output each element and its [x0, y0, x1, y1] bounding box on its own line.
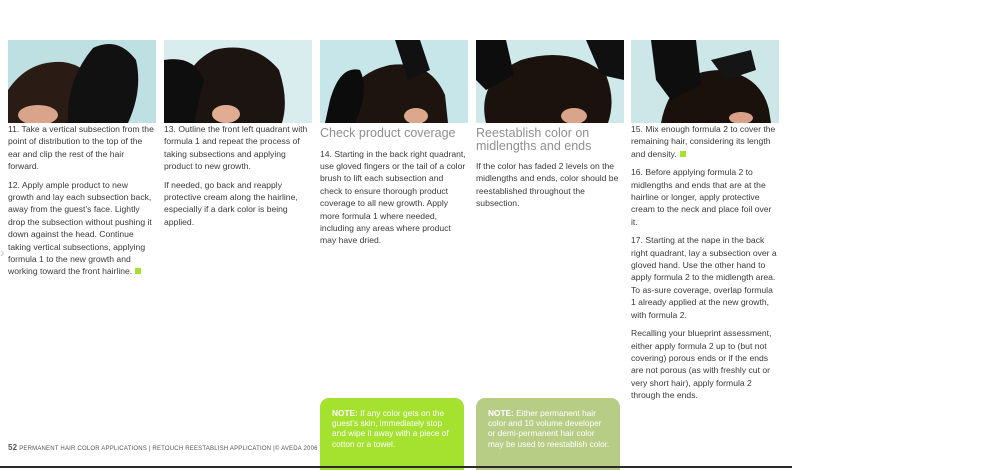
step-column-3: [320, 40, 468, 253]
note-box-skin: [320, 398, 464, 470]
step-photo-2: [164, 40, 312, 123]
step-photo-3: [320, 40, 468, 123]
footer-text: PERMANENT HAIR COLOR APPLICATIONS | RETOUCH REESTABLISH APPLICATION |© AVEDA 2006: [19, 446, 318, 452]
note-label: NOTE:: [332, 408, 358, 418]
bottom-rule: [0, 466, 792, 468]
page-footer: [8, 443, 318, 452]
note-text: If any color gets on the guest’s skin, immediately stop and wipe it away with a piece of cotton or a towel.: [332, 408, 449, 449]
end-square-icon: [680, 151, 686, 157]
end-square-icon: [135, 268, 141, 274]
col5-para-3: 17. Starting at the nape in the back right quadrant, lay a subsection over a gloved hand. Use the other hand to apply formula 2 to the midlength area. To as-sure coverage, overlap formula 1 already applied at the new growth, with formula 2.: [631, 235, 777, 320]
step-column-1: [8, 40, 156, 284]
col5-para-4: Recalling your blueprint assessment, either apply formula 2 up to (but not covering) porous ends or if the ends are not porous (as with freshly cut or very short hair), apply formula 2 through the ends.: [631, 328, 772, 401]
page-number: 52: [8, 443, 18, 452]
col3-para-1: 14. Starting in the back right quadrant, use gloved fingers or the tail of a color brush to lift each subsection and check to ensure thorough product coverage to all new growth. Apply more formula 1 where needed, including any areas where product may have dried.: [320, 148, 466, 246]
col1-para-2: 12. Apply ample product to new growth and lay each subsection back, away from the guest’s face. Lightly drop the subsection without pushing it down against the head. Continue taking vertical subsections, applying formula 1 to the new growth and working toward the front hairline.: [8, 179, 152, 277]
note-text: Either permanent hair color and 10 volume developer or demi-permanent hair color may be used to reestablish color.: [488, 408, 610, 449]
step-column-2: [164, 40, 312, 234]
page-turn-chevron-icon[interactable]: ›: [0, 244, 5, 260]
col5-para-1: 15. Mix enough formula 2 to cover the remaining hair, considering its length and density.: [631, 124, 776, 159]
step-column-5: [631, 40, 779, 408]
step-column-4: [476, 40, 624, 216]
col5-para-2: 16. Before applying formula 2 to midlengths and ends that are at the hairline or longer, apply protective cream to the neck and place foil over it.: [631, 167, 772, 227]
col1-para-1: 11. Take a vertical subsection from the point of distribution to the top of the ear and clip the rest of the hair forward.: [8, 124, 154, 172]
step-photo-4: [476, 40, 624, 123]
note-box-reestablish: [476, 398, 620, 470]
col2-para-2: If needed, go back and reapply protective cream along the hairline, especially if a dark color is being applied.: [164, 179, 298, 227]
step-photo-1: [8, 40, 156, 123]
section-heading-check-coverage: Check product coverage: [320, 126, 456, 140]
col2-para-1: 13. Outline the front left quadrant with formula 1 and repeat the process of taking subsections and applying product to new growth.: [164, 124, 308, 172]
col4-para-1: If the color has faded 2 levels on the midlengths and ends, color should be reestablished throughout the subsection.: [476, 161, 619, 209]
section-heading-reestablish: Reestablish color on midlengths and ends: [476, 126, 592, 153]
step-photo-5: [631, 40, 779, 123]
note-label: NOTE:: [488, 408, 514, 418]
